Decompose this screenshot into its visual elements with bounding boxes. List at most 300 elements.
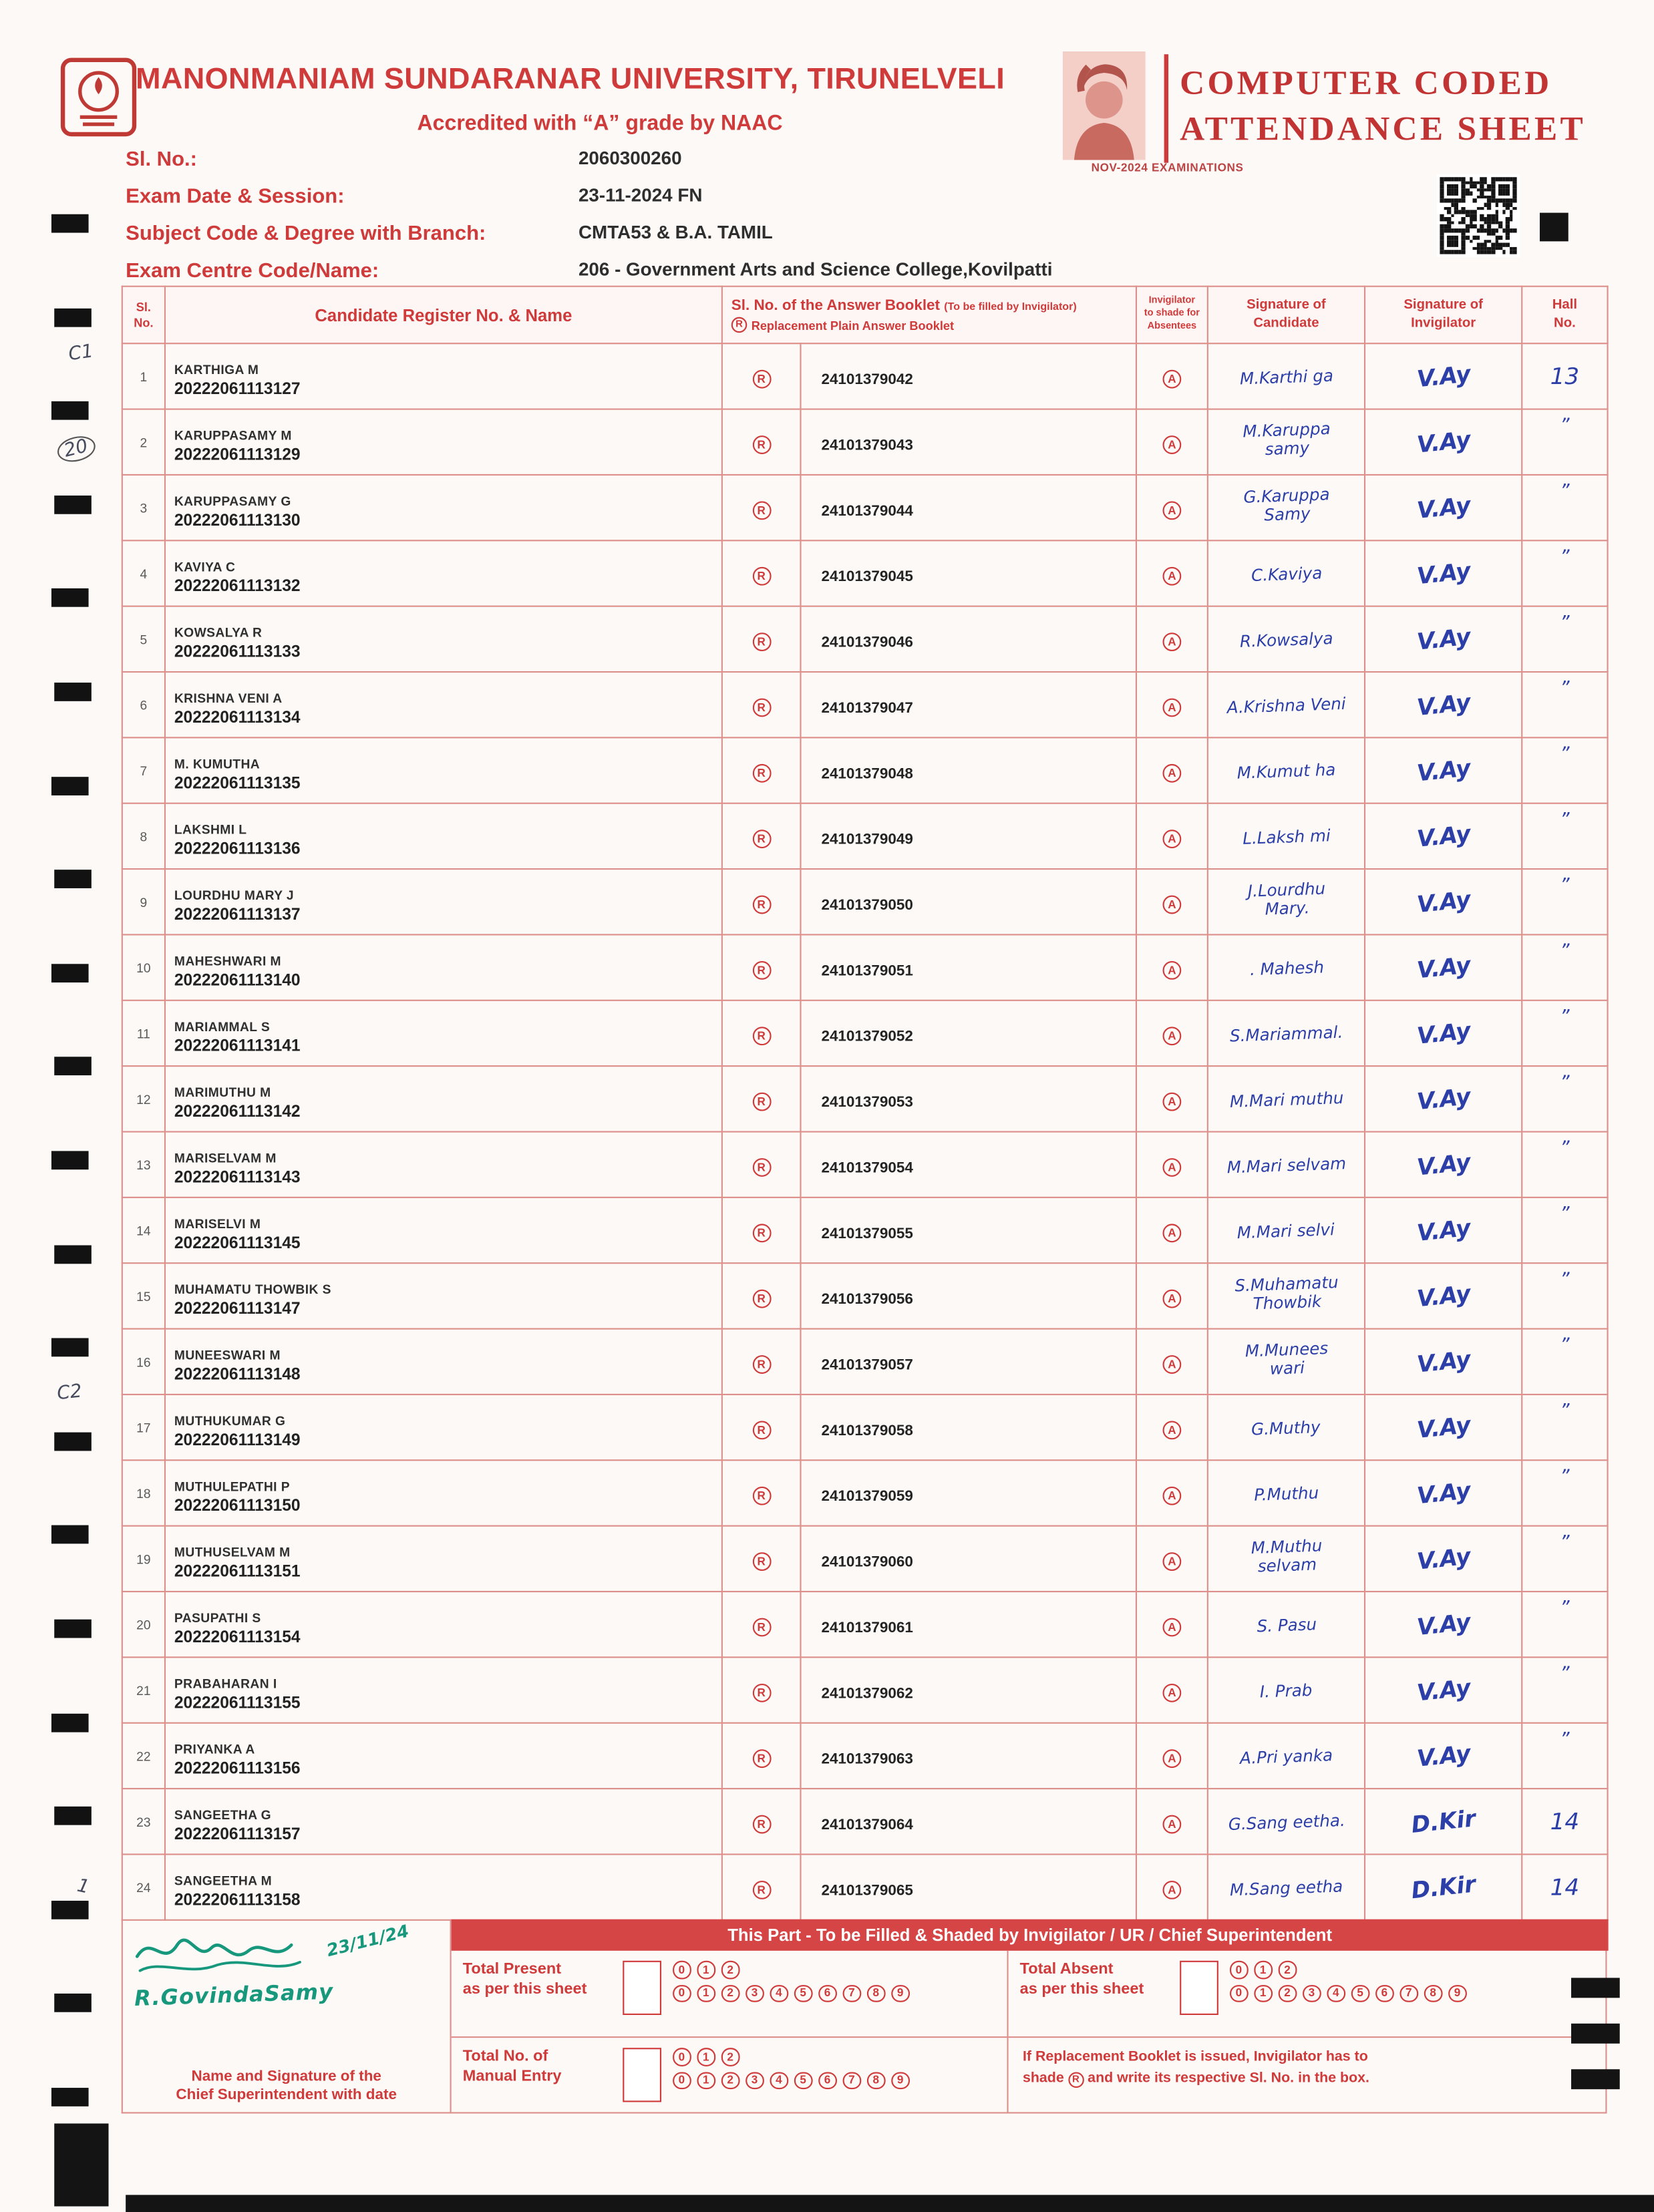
shade-bubble: 0 bbox=[1230, 1961, 1248, 1979]
booklet-number: 24101379060 bbox=[800, 1526, 1136, 1592]
candidate-name: KARUPPASAMY M bbox=[174, 427, 292, 442]
scan-mark bbox=[54, 2124, 108, 2207]
shade-bubble: 0 bbox=[673, 2048, 691, 2066]
qr-code bbox=[1440, 177, 1516, 254]
candidate-signature: M.Mari selvam bbox=[1226, 1152, 1347, 1177]
invigilator-signature: V.Ay bbox=[1415, 622, 1472, 655]
invigilator-signature: V.Ay bbox=[1415, 1410, 1472, 1443]
absent-bubble: A bbox=[1162, 1618, 1181, 1636]
total-present-write-box bbox=[623, 1961, 661, 2015]
candidate-register-no: 20222061113142 bbox=[174, 1103, 301, 1121]
shade-bubble: 3 bbox=[746, 1984, 764, 2002]
candidate-signature: M.Sang eetha bbox=[1229, 1875, 1343, 1899]
candidate-name: MARIAMMAL S bbox=[174, 1019, 271, 1033]
chief-superintendent-cell bbox=[123, 1919, 452, 2114]
row-sl-no: 9 bbox=[122, 869, 165, 934]
booklet-number: 24101379047 bbox=[800, 672, 1136, 737]
invigilator-signature: V.Ay bbox=[1415, 556, 1472, 589]
header-absentees: Invigilator to shade for Absentees bbox=[1136, 287, 1208, 344]
chief-superintendent-label: Name and Signature of the Chief Superintendent with date bbox=[176, 2067, 397, 2104]
invigilator-signature: D.Kir bbox=[1410, 1803, 1477, 1838]
shade-bubble: 1 bbox=[697, 2048, 715, 2066]
absent-bubble: A bbox=[1162, 500, 1181, 519]
candidate-name: KARUPPASAMY G bbox=[174, 493, 291, 508]
booklet-number: 24101379044 bbox=[800, 475, 1136, 540]
sheet-title-line1: COMPUTER CODED bbox=[1180, 65, 1552, 103]
booklet-number: 24101379063 bbox=[800, 1723, 1136, 1789]
shade-bubble: 1 bbox=[1254, 1961, 1272, 1979]
candidate-register-no: 20222061113156 bbox=[174, 1760, 301, 1777]
invigilator-signature: V.Ay bbox=[1415, 1278, 1472, 1312]
candidate-register-no: 20222061113136 bbox=[174, 840, 301, 858]
total-present-cell bbox=[452, 1951, 1009, 2036]
total-absent-cell bbox=[1009, 1951, 1609, 2036]
replacement-bubble: R bbox=[752, 1551, 771, 1570]
scan-mark bbox=[51, 2088, 89, 2106]
total-present-label: Total Present as per this sheet bbox=[462, 1960, 587, 1998]
invigilator-signature: V.Ay bbox=[1415, 884, 1472, 918]
hall-no: ” bbox=[1560, 1006, 1570, 1028]
candidate-register-no: 20222061113150 bbox=[174, 1497, 301, 1515]
row-sl-no: 10 bbox=[122, 934, 165, 1000]
candidate-name: MUTHULEPATHI P bbox=[174, 1479, 290, 1493]
margin-note: C1 bbox=[67, 341, 95, 366]
meta-row-sl-no bbox=[126, 147, 1411, 178]
candidate-name: MARISELVI M bbox=[174, 1216, 261, 1231]
shade-bubble: 5 bbox=[1351, 1984, 1369, 2002]
candidate-signature: G.Muthy bbox=[1251, 1416, 1321, 1439]
candidate-signature: A.Pri yanka bbox=[1239, 1744, 1333, 1768]
hall-no: ” bbox=[1560, 1268, 1570, 1290]
candidate-signature: C.Kaviya bbox=[1250, 562, 1323, 585]
table-header-row bbox=[122, 287, 1608, 344]
row-sl-no: 4 bbox=[122, 540, 165, 606]
candidate-name: MARIMUTHU M bbox=[174, 1084, 271, 1099]
exam-session: NOV-2024 EXAMINATIONS bbox=[1091, 161, 1244, 174]
bubble-row bbox=[673, 1984, 909, 2002]
absent-bubble: A bbox=[1162, 1026, 1181, 1045]
invigilator-signature: V.Ay bbox=[1415, 1081, 1472, 1115]
hall-no: ” bbox=[1560, 874, 1570, 896]
hall-no: ” bbox=[1560, 1597, 1570, 1619]
subject-value: CMTA53 & B.A. TAMIL bbox=[578, 221, 773, 243]
row-sl-no: 14 bbox=[122, 1197, 165, 1263]
booklet-number: 24101379064 bbox=[800, 1789, 1136, 1854]
hall-no: ” bbox=[1560, 1203, 1570, 1225]
sl-no-value: 2060300260 bbox=[578, 147, 682, 169]
replacement-bubble: R bbox=[752, 1748, 771, 1767]
candidate-name: MUHAMATU THOWBIK S bbox=[174, 1282, 331, 1296]
candidate-register-no: 20222061113129 bbox=[174, 446, 301, 464]
table-row bbox=[122, 1657, 1608, 1722]
shade-bubble: 2 bbox=[721, 1961, 739, 1979]
booklet-number: 24101379043 bbox=[800, 409, 1136, 475]
header-sl-no: Sl. No. bbox=[122, 287, 165, 344]
scan-mark bbox=[54, 1432, 92, 1451]
replacement-bubble: R bbox=[752, 1354, 771, 1373]
booklet-number: 24101379065 bbox=[800, 1854, 1136, 1919]
header-signature-invigilator: Signature of Invigilator bbox=[1365, 287, 1522, 344]
meta-row-subject bbox=[126, 221, 1411, 252]
candidate-name: LAKSHMI L bbox=[174, 821, 247, 836]
shade-bubble: 1 bbox=[697, 1984, 715, 2002]
absent-bubble: A bbox=[1162, 632, 1181, 651]
row-sl-no: 17 bbox=[122, 1395, 165, 1460]
replacement-bubble: R bbox=[752, 1092, 771, 1111]
row-sl-no: 7 bbox=[122, 737, 165, 803]
attendance-table-body bbox=[122, 343, 1608, 1920]
scan-mark bbox=[51, 1901, 89, 1919]
shade-bubble: 8 bbox=[1424, 1984, 1442, 2002]
booklet-number: 24101379046 bbox=[800, 606, 1136, 672]
attendance-table bbox=[122, 286, 1609, 1921]
scan-mark bbox=[51, 1338, 89, 1357]
replacement-bubble: R bbox=[752, 435, 771, 453]
invigilator-signature: V.Ay bbox=[1415, 490, 1472, 524]
candidate-name: MUNEESWARI M bbox=[174, 1347, 281, 1362]
invigilator-signature: V.Ay bbox=[1415, 819, 1472, 852]
header-candidate: Candidate Register No. & Name bbox=[165, 287, 722, 344]
candidate-signature: G.Karuppa Samy bbox=[1242, 484, 1329, 526]
candidate-signature: J.Lourdhu Mary. bbox=[1247, 878, 1325, 920]
university-logo bbox=[60, 57, 137, 138]
candidate-signature: A.Krishna Veni bbox=[1226, 693, 1346, 717]
candidate-register-no: 20222061113151 bbox=[174, 1563, 301, 1580]
chief-signature-date: 23/11/24 bbox=[324, 1921, 411, 1961]
shade-bubble: 3 bbox=[1303, 1984, 1321, 2002]
absent-bubble: A bbox=[1162, 1157, 1181, 1176]
bubble-row bbox=[1230, 1961, 1466, 1979]
bubble-row bbox=[673, 2071, 909, 2089]
scan-mark bbox=[51, 964, 89, 982]
row-sl-no: 20 bbox=[122, 1592, 165, 1657]
candidate-name: MUTHUSELVAM M bbox=[174, 1544, 291, 1559]
replacement-bubble: R bbox=[752, 1683, 771, 1702]
booklet-number: 24101379045 bbox=[800, 540, 1136, 606]
absent-bubble: A bbox=[1162, 1223, 1181, 1242]
total-absent-write-box bbox=[1180, 1961, 1218, 2015]
candidate-register-no: 20222061113135 bbox=[174, 774, 301, 792]
absent-bubble: A bbox=[1162, 895, 1181, 914]
absent-bubble: A bbox=[1162, 1420, 1181, 1439]
scan-mark bbox=[54, 1245, 92, 1264]
table-row bbox=[122, 540, 1608, 606]
shade-bubble: 6 bbox=[818, 1984, 836, 2002]
booklet-number: 24101379053 bbox=[800, 1066, 1136, 1131]
shade-bubble: 4 bbox=[770, 2071, 788, 2089]
header-signature-candidate: Signature of Candidate bbox=[1208, 287, 1365, 344]
shade-bubble: 0 bbox=[673, 1984, 691, 2002]
replacement-bubble: R bbox=[752, 1026, 771, 1045]
row-sl-no: 18 bbox=[122, 1460, 165, 1525]
hall-no: ” bbox=[1560, 809, 1570, 831]
invigilator-signature: V.Ay bbox=[1415, 950, 1472, 983]
replacement-note: If Replacement Booklet is issued, Invigilator has to shade R and write its respective Sl. No. in the box. bbox=[1023, 2048, 1597, 2089]
candidate-signature: M.Karthi ga bbox=[1238, 365, 1333, 388]
absent-bubble: A bbox=[1162, 566, 1181, 585]
absent-bubble: A bbox=[1162, 1880, 1181, 1899]
scan-mark bbox=[54, 1620, 92, 1638]
shade-bubble: 5 bbox=[794, 2071, 812, 2089]
hall-no: ” bbox=[1560, 743, 1570, 765]
shade-bubble: 2 bbox=[1279, 1961, 1297, 1979]
replacement-bubble: R bbox=[752, 1815, 771, 1833]
hall-no: ” bbox=[1560, 677, 1570, 699]
candidate-register-no: 20222061113145 bbox=[174, 1234, 301, 1252]
absent-bubble: A bbox=[1162, 829, 1181, 848]
shade-bubble: 2 bbox=[1279, 1984, 1297, 2002]
absent-bubble: A bbox=[1162, 1683, 1181, 1702]
replacement-bubble: R bbox=[752, 369, 771, 388]
candidate-register-no: 20222061113158 bbox=[174, 1891, 301, 1909]
candidate-signature: P.Muthu bbox=[1253, 1481, 1319, 1505]
absent-bubble: A bbox=[1162, 1486, 1181, 1505]
shade-bubble: 7 bbox=[1399, 1984, 1418, 2002]
row-sl-no: 23 bbox=[122, 1789, 165, 1854]
candidate-name: MUTHUKUMAR G bbox=[174, 1413, 286, 1428]
shade-bubble: 9 bbox=[891, 1984, 909, 2002]
hall-no: ” bbox=[1560, 1334, 1570, 1356]
hall-no: ” bbox=[1560, 480, 1570, 502]
table-row bbox=[122, 1854, 1608, 1919]
replacement-bubble: R bbox=[752, 1880, 771, 1899]
replacement-bubble: R bbox=[752, 960, 771, 979]
invigilator-signature: V.Ay bbox=[1415, 359, 1472, 392]
accreditation-line: Accredited with “A” grade by NAAC bbox=[417, 111, 783, 136]
candidate-register-no: 20222061113141 bbox=[174, 1037, 301, 1055]
shade-bubble: 9 bbox=[891, 2071, 909, 2089]
booklet-number: 24101379057 bbox=[800, 1329, 1136, 1395]
invigilator-signature: V.Ay bbox=[1415, 753, 1472, 786]
absent-bubble: A bbox=[1162, 1551, 1181, 1570]
shade-bubble: 7 bbox=[843, 1984, 861, 2002]
replacement-bubble: R bbox=[752, 632, 771, 651]
row-sl-no: 1 bbox=[122, 343, 165, 409]
candidate-register-no: 20222061113127 bbox=[174, 380, 301, 398]
table-row bbox=[122, 1263, 1608, 1328]
shade-bubble: 4 bbox=[1327, 1984, 1345, 2002]
candidate-register-no: 20222061113149 bbox=[174, 1431, 301, 1449]
table-row bbox=[122, 737, 1608, 803]
table-row bbox=[122, 672, 1608, 737]
absent-bubble: A bbox=[1162, 435, 1181, 453]
row-sl-no: 5 bbox=[122, 606, 165, 672]
candidate-register-no: 20222061113134 bbox=[174, 709, 301, 727]
booklet-number: 24101379055 bbox=[800, 1197, 1136, 1263]
invigilator-signature: V.Ay bbox=[1415, 1476, 1472, 1509]
hall-no: 14 bbox=[1550, 1873, 1580, 1900]
hall-no: ” bbox=[1560, 940, 1570, 962]
booklet-number: 24101379049 bbox=[800, 803, 1136, 869]
margin-note: C2 bbox=[55, 1380, 84, 1405]
shade-bubble: 1 bbox=[697, 1961, 715, 1979]
candidate-signature: S. Pasu bbox=[1256, 1613, 1317, 1636]
manual-entry-cell bbox=[452, 2036, 1009, 2113]
invigilator-signature: V.Ay bbox=[1415, 1541, 1472, 1575]
hall-no: ” bbox=[1560, 1531, 1570, 1553]
table-row bbox=[122, 1000, 1608, 1066]
scan-mark bbox=[51, 1525, 89, 1544]
footer bbox=[122, 1919, 1607, 2114]
manual-entry-write-box bbox=[623, 2048, 661, 2102]
scan-mark bbox=[1571, 2024, 1620, 2044]
bubble-row bbox=[1230, 1984, 1466, 2002]
row-sl-no: 8 bbox=[122, 803, 165, 869]
row-sl-no: 19 bbox=[122, 1526, 165, 1592]
candidate-signature: I. Prab bbox=[1259, 1679, 1313, 1701]
shade-bubble: 2 bbox=[721, 2071, 739, 2089]
row-sl-no: 21 bbox=[122, 1657, 165, 1722]
invigilator-signature: V.Ay bbox=[1415, 1673, 1472, 1706]
scan-mark bbox=[54, 683, 92, 701]
replacement-bubble: R bbox=[752, 500, 771, 519]
scan-mark bbox=[54, 870, 92, 889]
table-row bbox=[122, 1395, 1608, 1460]
row-sl-no: 2 bbox=[122, 409, 165, 475]
absent-bubble: A bbox=[1162, 369, 1181, 388]
candidate-name: PRABAHARAN I bbox=[174, 1676, 277, 1690]
candidate-register-no: 20222061113155 bbox=[174, 1694, 301, 1712]
table-row bbox=[122, 1197, 1608, 1263]
row-sl-no: 6 bbox=[122, 672, 165, 737]
candidate-name: MAHESHWARI M bbox=[174, 953, 282, 968]
margin-note: 20 bbox=[55, 433, 98, 466]
absent-bubble: A bbox=[1162, 1289, 1181, 1308]
invigilator-signature: V.Ay bbox=[1415, 1213, 1472, 1246]
table-row bbox=[122, 1132, 1608, 1197]
candidate-register-no: 20222061113154 bbox=[174, 1628, 301, 1646]
candidate-signature: M.Muthu selvam bbox=[1250, 1535, 1322, 1578]
scan-mark bbox=[1571, 2069, 1620, 2089]
absent-bubble: A bbox=[1162, 763, 1181, 782]
replacement-bubble: R bbox=[752, 1223, 771, 1242]
invigilator-signature: V.Ay bbox=[1415, 1344, 1472, 1378]
hall-no: ” bbox=[1560, 612, 1570, 634]
hall-no: ” bbox=[1560, 546, 1570, 568]
absent-bubble: A bbox=[1162, 1354, 1181, 1373]
shade-bubble: 0 bbox=[673, 1961, 691, 1979]
table-row bbox=[122, 1329, 1608, 1395]
table-row bbox=[122, 1066, 1608, 1131]
candidate-register-no: 20222061113147 bbox=[174, 1300, 301, 1318]
candidate-name: KOWSALYA R bbox=[174, 624, 263, 639]
table-row bbox=[122, 475, 1608, 540]
candidate-name: M. KUMUTHA bbox=[174, 756, 261, 771]
footer-bar-title: This Part - To be Filled & Shaded by Invigilator / UR / Chief Superintendent bbox=[452, 1919, 1609, 1951]
margin-note: 1 bbox=[75, 1875, 92, 1899]
table-row bbox=[122, 1723, 1608, 1789]
row-sl-no: 24 bbox=[122, 1854, 165, 1919]
invigilator-signature: V.Ay bbox=[1415, 1738, 1472, 1772]
candidate-register-no: 20222061113140 bbox=[174, 972, 301, 989]
bubble-row bbox=[673, 2048, 909, 2066]
candidate-name: PASUPATHI S bbox=[174, 1610, 261, 1625]
row-sl-no: 22 bbox=[122, 1723, 165, 1789]
candidate-name: SANGEETHA G bbox=[174, 1807, 271, 1822]
scan-mark bbox=[54, 496, 92, 514]
shade-bubble: 0 bbox=[1230, 1984, 1248, 2002]
candidate-register-no: 20222061113148 bbox=[174, 1366, 301, 1383]
hall-no: ” bbox=[1560, 1728, 1570, 1750]
row-sl-no: 12 bbox=[122, 1066, 165, 1131]
table-row bbox=[122, 1460, 1608, 1525]
table-row bbox=[122, 606, 1608, 672]
hall-no: 13 bbox=[1550, 362, 1580, 389]
table-row bbox=[122, 1789, 1608, 1854]
candidate-name: SANGEETHA M bbox=[174, 1873, 273, 1887]
candidate-name: KARTHIGA M bbox=[174, 362, 259, 377]
shade-bubble: 8 bbox=[867, 1984, 885, 2002]
booklet-number: 24101379052 bbox=[800, 1000, 1136, 1066]
bubble-row bbox=[673, 1961, 909, 1979]
absent-bubble: A bbox=[1162, 698, 1181, 717]
portrait-photo bbox=[1063, 51, 1146, 160]
replacement-bubble: R bbox=[752, 566, 771, 585]
chief-signature-name: R.GovindaSamy bbox=[134, 1978, 334, 2012]
sheet-title bbox=[1180, 63, 1617, 153]
scan-mark bbox=[126, 2195, 1654, 2212]
row-sl-no: 3 bbox=[122, 475, 165, 540]
row-sl-no: 16 bbox=[122, 1329, 165, 1395]
exam-date-value: 23-11-2024 FN bbox=[578, 184, 703, 206]
candidate-signature: M.Mari selvi bbox=[1236, 1218, 1335, 1242]
manual-entry-label: Total No. of Manual Entry bbox=[462, 2048, 562, 2085]
shade-bubble: 3 bbox=[746, 2071, 764, 2089]
candidate-signature: G.Sang eetha. bbox=[1227, 1809, 1345, 1834]
replacement-symbol-icon: R bbox=[1068, 2072, 1084, 2088]
candidate-register-no: 20222061113132 bbox=[174, 577, 301, 595]
row-sl-no: 11 bbox=[122, 1000, 165, 1066]
booklet-number: 24101379056 bbox=[800, 1263, 1136, 1328]
table-row bbox=[122, 934, 1608, 1000]
hall-no: 14 bbox=[1550, 1807, 1580, 1835]
candidate-name: LOURDHU MARY J bbox=[174, 887, 295, 902]
scan-mark bbox=[54, 1057, 92, 1076]
hall-no: ” bbox=[1560, 1071, 1570, 1093]
shade-bubble: 1 bbox=[1254, 1984, 1272, 2002]
candidate-signature: . Mahesh bbox=[1249, 956, 1324, 979]
centre-label: Exam Centre Code/Name: bbox=[126, 260, 379, 283]
candidate-register-no: 20222061113143 bbox=[174, 1169, 301, 1186]
absent-bubble: A bbox=[1162, 1092, 1181, 1111]
replacement-bubble: R bbox=[752, 1618, 771, 1636]
replacement-bubble: R bbox=[752, 829, 771, 848]
invigilator-signature: D.Kir bbox=[1410, 1869, 1477, 1903]
candidate-signature: R.Kowsalya bbox=[1239, 627, 1333, 651]
total-absent-label: Total Absent as per this sheet bbox=[1019, 1960, 1144, 1998]
exam-date-label: Exam Date & Session: bbox=[126, 185, 345, 209]
candidate-register-no: 20222061113157 bbox=[174, 1825, 301, 1843]
hall-no: ” bbox=[1560, 415, 1570, 437]
booklet-number: 24101379048 bbox=[800, 737, 1136, 803]
booklet-number: 24101379050 bbox=[800, 869, 1136, 934]
replacement-symbol-icon: R bbox=[731, 317, 748, 333]
candidate-signature: M.Karuppa samy bbox=[1241, 419, 1331, 460]
shade-bubble: 5 bbox=[794, 1984, 812, 2002]
shade-bubble: 4 bbox=[770, 1984, 788, 2002]
shade-bubble: 9 bbox=[1448, 1984, 1466, 2002]
scan-mark bbox=[51, 1713, 89, 1732]
replacement-bubble: R bbox=[752, 1157, 771, 1176]
scan-mark bbox=[54, 1807, 92, 1825]
candidate-name: KRISHNA VENI A bbox=[174, 690, 283, 705]
sl-no-label: Sl. No.: bbox=[126, 148, 197, 172]
candidate-name: PRIYANKA A bbox=[174, 1741, 255, 1756]
booklet-number: 24101379062 bbox=[800, 1657, 1136, 1722]
booklet-number: 24101379058 bbox=[800, 1395, 1136, 1460]
candidate-signature: M.Kumut ha bbox=[1236, 759, 1336, 783]
row-sl-no: 15 bbox=[122, 1263, 165, 1328]
